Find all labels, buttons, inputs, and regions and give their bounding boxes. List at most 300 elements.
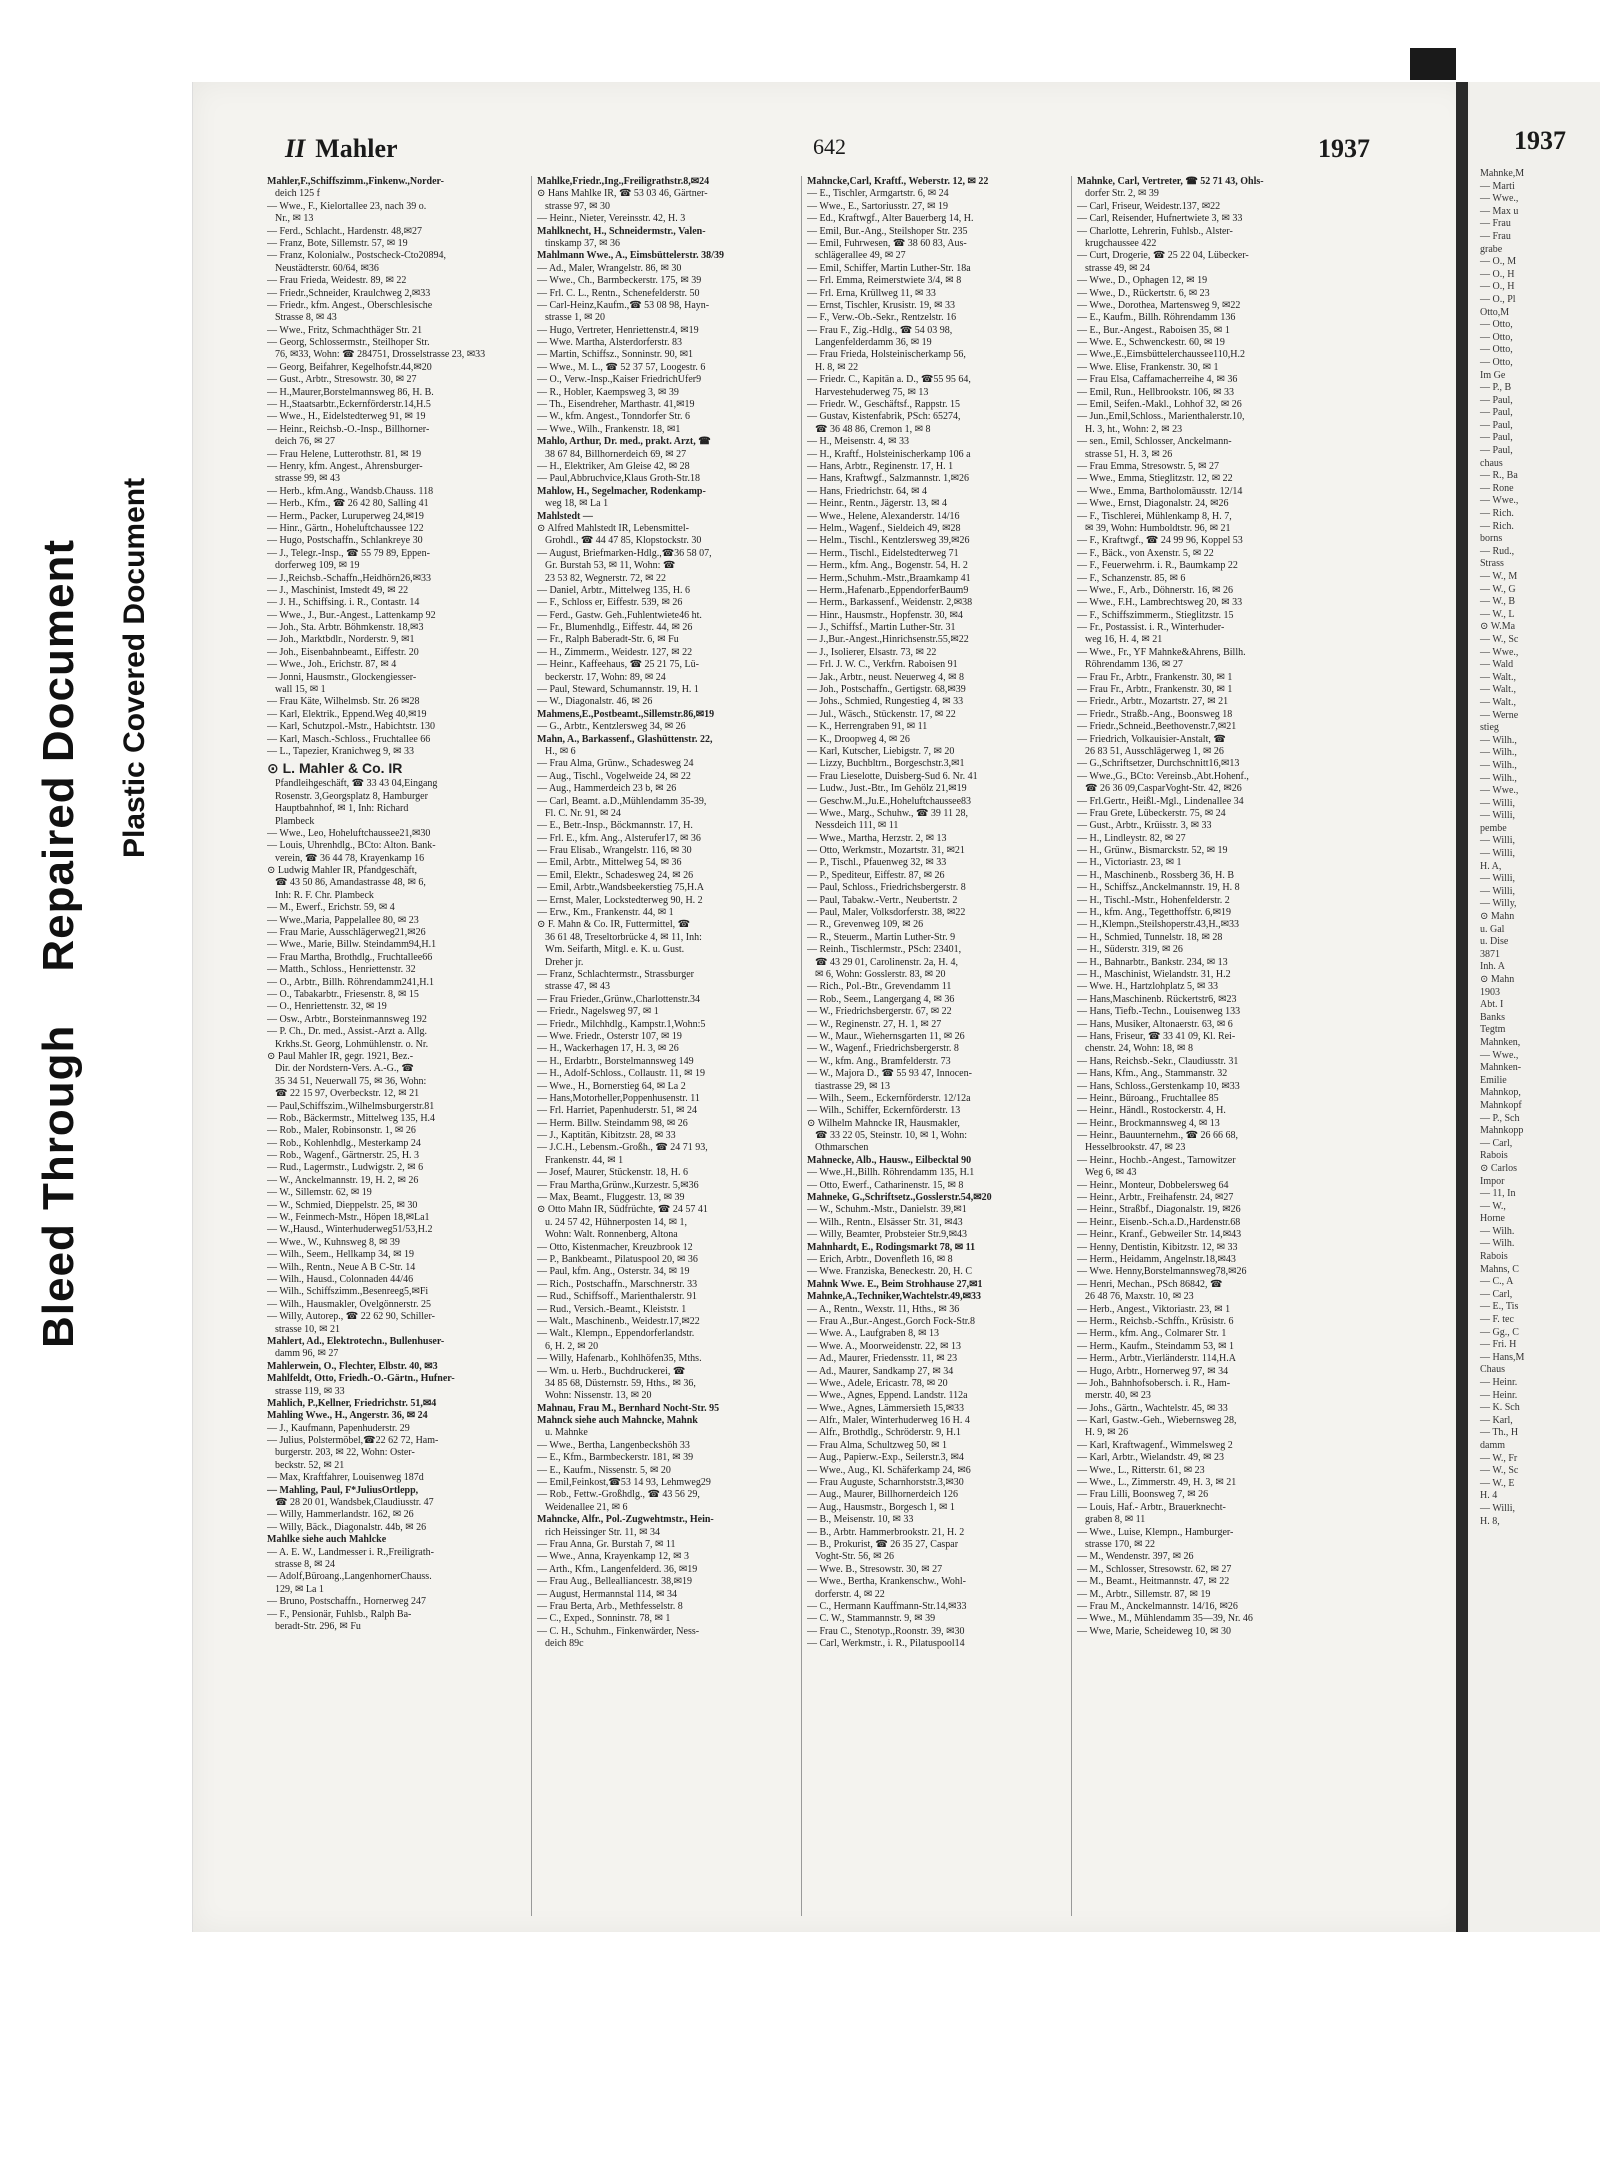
directory-entry-line: — P., Spediteur, Eiffestr. 87, ✉ 26 <box>807 869 945 881</box>
directory-entry-line: — Wwe., Ernst, Diagonalstr. 24, ✉26 <box>1077 498 1229 510</box>
adjacent-page-line: u. Dise <box>1480 936 1509 948</box>
directory-entry-line: — Louis, Haf.- Arbtr., Brauerknecht- <box>1077 1501 1226 1513</box>
directory-entry-line: — Wilh., Schiffszimm.,Besenreeg5,✉Fi <box>267 1286 429 1298</box>
directory-entry-line: u. 24 57 42, Hühnerposten 14, ✉ 1, <box>545 1216 687 1228</box>
directory-entry-line: — W., Diagonalstr. 46, ✉ 26 <box>537 696 653 708</box>
directory-entry-line: ☎ 43 50 86, Amandastrasse 48, ✉ 6, <box>275 877 426 889</box>
directory-entry-line: — Heinr., Kranf., Gebweiler Str. 14,✉43 <box>1077 1229 1242 1241</box>
directory-entry-line: — Heinr., Kaffeehaus, ☎ 25 21 75, Lü- <box>537 659 699 671</box>
directory-entry-line: — Frau Frieder.,Grünw.,Charlottenstr.34 <box>537 993 700 1005</box>
directory-entry-line: — B., Prokurist, ☎ 26 35 27, Caspar <box>807 1538 959 1550</box>
directory-entry-line: — J.,Bur.-Angest.,Hinrichsenstr.55,✉22 <box>807 634 969 646</box>
directory-entry-line: — Wwe., Agnes, Eppend. Landstr. 112a <box>807 1390 968 1402</box>
directory-entry-line: 38 67 84, Billhornerdeich 69, ✉ 27 <box>545 448 687 460</box>
adjacent-page-line: — Paul, <box>1480 432 1513 444</box>
column-2 <box>537 176 795 1916</box>
directory-entry-line: — C. H., Schuhm., Finkenwärder, Ness- <box>537 1625 700 1637</box>
directory-entry-line: — W., kfm. Angest., Tonndorfer Str. 6 <box>537 411 691 423</box>
directory-entry-line: — W., Schmied, Dieppelstr. 25, ✉ 30 <box>267 1199 418 1211</box>
directory-entry-line: — Herm., Tischl., Eidelstedterweg 71 <box>807 547 959 559</box>
directory-entry-line: ⊙ Alfred Mahlstedt IR, Lebensmittel- <box>537 522 689 534</box>
adjacent-page-text <box>1480 168 1600 1528</box>
adjacent-page-line: — F. tec <box>1480 1314 1514 1326</box>
directory-entry-line: — Ferd., Gastw. Geh.,Fuhlentwiete46 ht. <box>537 609 702 621</box>
scan-bottom-margin <box>0 1988 1600 2177</box>
directory-entry-line: — Otto, Werkmstr., Mozartstr. 31, ✉21 <box>807 845 965 857</box>
directory-entry-line: — Wwe., W., Kuhnsweg 8, ✉ 39 <box>267 1236 400 1248</box>
directory-entry-line: — Wwe. Franziska, Beneckestr. 20, H. C <box>807 1266 973 1278</box>
adjacent-page-line: — Heinr. <box>1480 1389 1518 1401</box>
directory-entry-line: — Gust., Arbtr., Stresowstr. 30, ✉ 27 <box>267 374 417 386</box>
directory-entry-line: — A. E. W., Landmesser i. R.,Freiligrath- <box>267 1546 434 1558</box>
adjacent-page-line: pembe <box>1480 822 1507 834</box>
directory-entry-line: — M., Beamt., Heitmannstr. 47, ✉ 22 <box>1077 1576 1230 1588</box>
adjacent-page-line: — Werne <box>1480 709 1519 721</box>
directory-entry-line: Mahnau, Frau M., Bernhard Nocht-Str. 95 <box>537 1402 720 1414</box>
directory-entry-line: — Otto, Ewerf., Catharinenstr. 15, ✉ 8 <box>807 1179 964 1191</box>
adjacent-page-line: — C., A <box>1480 1276 1514 1288</box>
adjacent-page-line: — Marti <box>1480 180 1515 192</box>
adjacent-page-line: Inh. A <box>1480 961 1505 973</box>
adjacent-page-line: — Wald <box>1480 659 1514 671</box>
directory-entry-line: — Joh., Bahnhofsobersch. i. R., Ham- <box>1077 1377 1231 1389</box>
adjacent-page-line: — W., Fr <box>1480 1452 1518 1464</box>
directory-entry-line: — Frau Helene, Lutterothstr. 81, ✉ 19 <box>267 448 422 460</box>
directory-entry-line: Hauptbahnhof, ✉ 1, Inh: Richard <box>275 803 409 815</box>
directory-entry-line: — Frau Grete, Lübeckerstr. 75, ✉ 24 <box>1077 807 1226 819</box>
directory-entry-line: Wohn: Walt. Ronnenberg, Altona <box>545 1229 678 1241</box>
directory-entry-line: — Herm.,Schuhm.-Mstr.,Braamkamp 41 <box>807 572 971 584</box>
directory-entry-line: Mahlich, P.,Kellner, Friedrichstr. 51,✉4 <box>267 1397 437 1409</box>
directory-entry-line: — Karl, Arbtr., Wielandstr. 49, ✉ 23 <box>1077 1452 1224 1464</box>
directory-entry-line: — Frau Auguste, Scharnhorststr.3,✉30 <box>807 1477 964 1489</box>
adjacent-page-line: — Rone <box>1480 482 1514 494</box>
directory-entry-line: — August, Hermannstal 114, ✉ 34 <box>537 1588 677 1600</box>
directory-entry-line: — Heinr., Eisenb.-Sch.a.D.,Hardenstr.68 <box>1077 1216 1241 1228</box>
directory-entry-line: — Rob., Kohlenhdlg., Mesterkamp 24 <box>267 1137 421 1149</box>
directory-entry-line: — Frau Fr., Arbtr., Frankenstr. 30, ✉ 1 <box>1077 684 1233 696</box>
directory-entry-line: ☎ 28 20 01, Wandsbek,Claudiusstr. 47 <box>275 1497 434 1509</box>
directory-entry-line: — Wilh., Seem., Hellkamp 34, ✉ 19 <box>267 1249 414 1261</box>
directory-entry-line: — Walt., Klempn., Eppendorferlandstr. <box>537 1328 695 1340</box>
directory-entry-line: — O., Tabakarbtr., Friesenstr. 8, ✉ 15 <box>267 989 419 1000</box>
directory-entry-line: — M., Wendenstr. 397, ✉ 26 <box>1077 1551 1194 1563</box>
directory-entry-line: — Henri, Mechan., PSch 86842, ☎ <box>1077 1278 1223 1290</box>
directory-entry-line: ✉ 39, Wohn: Humboldtstr. 96, ✉ 21 <box>1085 522 1231 534</box>
directory-entry-line: — W., kfm. Ang., Bramfelderstr. 73 <box>807 1055 951 1067</box>
adjacent-page-line: stieg <box>1480 722 1499 734</box>
directory-entry-line: — Joh., Sta. Arbtr. Böhmkenstr. 18,✉3 <box>267 622 424 634</box>
directory-entry-line: — Heinr., Reichsb.-O.-Insp., Billhorner- <box>267 423 430 435</box>
directory-entry-line: — F., Tischlerei, Mühlenkamp 8, H. 7, <box>1077 510 1232 522</box>
directory-entry-line: — Wwe., Wilh., Frankenstr. 18, ✉1 <box>537 423 681 435</box>
adjacent-page-line: — Paul, <box>1480 394 1513 406</box>
directory-entry-line: — Helm., Wagenf., Sieldeich 49, ✉28 <box>807 522 961 534</box>
directory-entry-line: — J., Schiffsf., Martin Luther-Str. 31 <box>807 622 956 634</box>
adjacent-page-line: — Willi, <box>1480 1502 1515 1514</box>
directory-entry-line: — E., Kaufm., Nissenstr. 5, ✉ 20 <box>537 1464 671 1476</box>
adjacent-page-line: — Wilh., <box>1480 734 1517 746</box>
directory-entry-line: — Wwe., Emma, Bartholomäusstr. 12/14 <box>1077 485 1243 497</box>
directory-entry-line: — Geschw.M.,Ju.E.,Hoheluftchaussee83 <box>807 795 972 807</box>
directory-entry-line: Mahnk Wwe. E., Beim Strohhause 27,✉1 <box>807 1278 983 1290</box>
adjacent-page-line: Horne <box>1480 1213 1505 1225</box>
directory-entry-line: — Willy, Hafenarb., Kohlhöfen35, Mths. <box>537 1353 702 1365</box>
directory-entry-line: — Hans, Friseur, ☎ 33 41 09, Kl. Rei- <box>1077 1030 1236 1042</box>
directory-entry-line: — sen., Emil, Schlosser, Anckelmann- <box>1077 436 1232 448</box>
directory-entry-line: — Frl. Emma, Reimerstwiete 3/4, ✉ 8 <box>807 275 962 287</box>
directory-entry-line: — Max, Kraftfahrer, Louisenweg 187d <box>267 1472 424 1484</box>
adjacent-page-line: — Wwe., <box>1480 495 1519 507</box>
adjacent-page-line: — O., H <box>1480 281 1515 293</box>
directory-entry-line: — Frau Fr., Arbtr., Frankenstr. 30, ✉ 1 <box>1077 671 1233 683</box>
binding-tab <box>1410 48 1456 80</box>
directory-entry-line: — Wwe., D., Rückertstr. 6, ✉ 23 <box>1077 287 1210 299</box>
adjacent-page-line: Banks <box>1480 1011 1505 1023</box>
directory-entry-line: — B., Meisenstr. 10, ✉ 33 <box>807 1514 914 1526</box>
directory-entry-line: — Hans,Motorheller,Poppenhusenstr. 11 <box>537 1092 700 1104</box>
directory-entry-line: — Wwe., Helene, Alexanderstr. 14/16 <box>807 510 960 522</box>
directory-entry-line: Mahlert, Ad., Elektrotechn., Bullenhuser- <box>267 1335 445 1347</box>
directory-entry-line: — Heinr., Bauunternehm., ☎ 26 66 68, <box>1077 1130 1239 1142</box>
adjacent-page-line: — Wilh., <box>1480 759 1517 771</box>
adjacent-page-line: Mahnken- <box>1480 1062 1522 1074</box>
directory-entry-line: Mahler,F.,Schiffszimm.,Finkenw.,Norder- <box>267 176 444 187</box>
adjacent-page-line: Mahnkop, <box>1480 1087 1521 1099</box>
adjacent-page-line: — Otto, <box>1480 319 1513 331</box>
adjacent-page-line: Rabois <box>1480 1150 1508 1162</box>
adjacent-page-line: — P., Sch <box>1480 1112 1520 1124</box>
directory-entry-line: — Wwe., L., Ritterstr. 61, ✉ 23 <box>1077 1464 1205 1476</box>
directory-entry-line: — Frau Alma, Grünw., Schadesweg 24 <box>537 758 694 770</box>
adjacent-page-line: — W., L <box>1480 608 1515 620</box>
adjacent-page-line: — Willi, <box>1480 848 1515 860</box>
directory-entry-line: deich 125 f <box>275 188 320 200</box>
directory-entry-line: — Frau Lilli, Boonsweg 7, ✉ 26 <box>1077 1489 1209 1501</box>
directory-entry-line: — Wwe. H., Hartzlohplatz 5, ✉ 33 <box>1077 981 1218 993</box>
directory-entry-line: — Gust., Arbtr., Krüisstr. 3, ✉ 33 <box>1077 820 1212 832</box>
directory-entry-line: Mahling Wwe., H., Angerstr. 36, ✉ 24 <box>267 1410 428 1422</box>
directory-entry-line: — W., Wagenf., Friedrichsbergerstr. 8 <box>807 1043 959 1055</box>
directory-entry-line: — Osw., Arbtr., Borsteinmannsweg 192 <box>267 1013 427 1025</box>
directory-entry-line: — Wwe. Henny,Borstelmannsweg78,✉26 <box>1077 1266 1247 1278</box>
directory-entry-line: — Karl, Kutscher, Liebigstr. 7, ✉ 20 <box>807 745 955 757</box>
directory-entry-line: — Frau Lieselotte, Duisberg-Sud 6. Nr. 41 <box>807 770 978 782</box>
directory-entry-line: 76, ✉33, Wohn: ☎ 284751, Drosselstrasse 23, ✉33 <box>275 349 486 361</box>
directory-entry-line: ⊙ Ludwig Mahler IR, Pfandgeschäft, <box>267 865 418 877</box>
directory-entry-line: — Herm., Reichsb.-Schffn., Krüsistr. 6 <box>1077 1315 1234 1327</box>
directory-entry-line: Pfandleihgeschäft, ☎ 33 43 04,Eingang <box>275 778 438 790</box>
directory-entry-line: — Willy, Hammerlandstr. 162, ✉ 26 <box>267 1509 414 1521</box>
directory-entry-line: — Wwe., L., Zimmerstr. 49, H. 3, ✉ 21 <box>1077 1477 1237 1489</box>
directory-entry-line: — Willy, Beamter, Probsteier Str.9,✉43 <box>807 1229 968 1241</box>
directory-entry-line: — Wwe, Marie, Scheideweg 10, ✉ 30 <box>1077 1625 1231 1637</box>
adjacent-page-line: — Carl, <box>1480 1137 1513 1149</box>
adjacent-page-line: — W., B <box>1480 596 1516 608</box>
directory-entry-line: — Charlotte, Lehrerin, Fuhlsb., Alster- <box>1077 225 1233 237</box>
directory-entry-line: — Wilh., Rentn., Elsässer Str. 31, ✉43 <box>807 1216 963 1228</box>
directory-entry-line: — Carl, Friseur, Weidestr.137, ✉22 <box>1077 200 1221 212</box>
directory-entry-line: ⊙ Hans Mahlke IR, ☎ 53 03 46, Gärtner- <box>537 188 708 200</box>
directory-entry-line: Mahncke,Carl, Kraftf., Weberstr. 12, ✉ 22 <box>807 176 989 187</box>
directory-entry-line: — Alfr., Brothdlg., Schröderstr. 9, H.1 <box>807 1427 961 1439</box>
adjacent-page-line: — Paul, <box>1480 419 1513 431</box>
adjacent-page-line: — P., B <box>1480 382 1512 394</box>
directory-entry-line: Gr. Burstah 53, ✉ 11, Wohn: ☎ <box>545 560 676 572</box>
directory-entry-line: — H., Wackerhagen 17, H. 3, ✉ 26 <box>537 1043 679 1055</box>
directory-entry-line: Mahnke,A.,Techniker,Wachtelstr.49,✉33 <box>807 1291 981 1303</box>
directory-entry-line: — Friedr., Straßb.-Ang., Boonsweg 18 <box>1077 708 1233 720</box>
directory-entry-line: Mahnecke, Alb., Hausw., Eilbecktal 90 <box>807 1154 972 1166</box>
directory-entry-line: — Rob., Seem., Langergang 4, ✉ 36 <box>807 993 955 1005</box>
directory-entry-line: — Aug., Hausmstr., Borgesch 1, ✉ 1 <box>807 1501 955 1513</box>
directory-entry-line: — Arth., Kfm., Langenfelderd. 36, ✉19 <box>537 1563 698 1575</box>
adjacent-page-line: H. 4 <box>1480 1490 1498 1502</box>
adjacent-page-line: Mahnken, <box>1480 1036 1521 1048</box>
adjacent-page-line: — Wilh., <box>1480 772 1517 784</box>
directory-entry-line: burgerstr. 203, ✉ 22, Wohn: Oster- <box>275 1447 415 1459</box>
adjacent-page-line: — O., Pl <box>1480 293 1516 305</box>
directory-entry-line: — Martin, Schiffsz., Sonninstr. 90, ✉1 <box>537 349 693 361</box>
adjacent-page-line: — Wilh. <box>1480 1225 1515 1237</box>
directory-entry-line: — Aug., Tischl., Vogelweide 24, ✉ 22 <box>537 770 691 782</box>
directory-entry-line: Mahn, A., Barkassenf., Glashüttenstr. 22, <box>537 733 713 745</box>
directory-entry-line: strasse 51, H. 3, ✉ 26 <box>1085 448 1173 460</box>
directory-entry-line: Harvestehuderweg 75, ✉ 13 <box>815 386 929 398</box>
directory-entry-line: — Fr., Blumenhdlg., Eiffestr. 44, ✉ 26 <box>537 622 693 634</box>
adjacent-page-line: Tegtm <box>1480 1024 1506 1036</box>
directory-entry-line: — Herm., Packer, Luruperweg 24,✉19 <box>267 510 424 522</box>
directory-entry-line: — Aug., Papierw.-Exp., Seilerstr.3, ✉4 <box>807 1452 964 1464</box>
directory-entry-line: — Hugo, Arbtr., Hornerweg 97, ✉ 34 <box>1077 1365 1229 1377</box>
directory-entry-line: damm 96, ✉ 27 <box>275 1348 339 1360</box>
adjacent-page-line: — Paul, <box>1480 407 1513 419</box>
directory-entry-line: — Franz, Schlachtermstr., Strassburger <box>537 969 695 980</box>
directory-entry-line: — Wwe., Martha, Herzstr. 2, ✉ 13 <box>807 832 947 844</box>
directory-entry-line: strasse 170, ✉ 22 <box>1085 1538 1156 1550</box>
adjacent-page-line: — 11, In <box>1480 1188 1516 1200</box>
adjacent-page-line: 3871 <box>1480 948 1500 960</box>
directory-entry-line: — Ad., Maurer, Friedensstr. 11, ✉ 23 <box>807 1353 958 1365</box>
adjacent-page-line: — Fri. H <box>1480 1339 1517 1351</box>
directory-entry-line: — Lizzy, Buchbltrn., Borgeschstr.3,✉1 <box>807 758 965 770</box>
directory-entry-line: — J., Telegr.-Insp., ☎ 55 79 89, Eppen- <box>267 547 430 559</box>
directory-entry-line: Mahlmann Wwe., A., Eimsbüttelerstr. 38/39 <box>537 250 724 262</box>
adjacent-page-line: Chaus <box>1480 1364 1505 1376</box>
directory-entry-line: — Fr., Ralph Baberadt-Str. 6, ✉ Fu <box>537 634 679 646</box>
directory-entry-line: — Friedr., kfm. Angest., Oberschlesische <box>267 299 433 311</box>
directory-entry-line: — Herm., Barkassenf., Weidenstr. 2,✉38 <box>807 597 973 609</box>
directory-entry-line: — Paul, Tabakw.-Vertr., Neubertstr. 2 <box>807 894 958 906</box>
directory-entry-line: — Th., Eisendreher, Marthastr. 41,✉19 <box>537 399 695 411</box>
adjacent-page-line: — Otto, <box>1480 344 1513 356</box>
adjacent-page-line: — Wwe., <box>1480 193 1519 205</box>
directory-entry-line: Nessdeich 111, ✉ 11 <box>815 820 899 832</box>
directory-entry-line: — Frl. E., kfm. Ang., Alsterufer17, ✉ 36 <box>537 832 701 844</box>
directory-entry-line: — W., Reginenstr. 27, H. 1, ✉ 27 <box>807 1018 942 1030</box>
directory-entry-line: — Max, Beamt., Fluggestr. 13, ✉ 39 <box>537 1192 685 1204</box>
directory-entry-line: — H.,Staatsarbtr.,Eckernförderstr.14,H.5 <box>267 399 431 411</box>
directory-entry-line: — H., Erdarbtr., Borstelmannsweg 149 <box>537 1055 694 1067</box>
directory-entry-line: — W., Friedrichsbergerstr. 67, ✉ 22 <box>807 1006 952 1018</box>
directory-entry-line: Mahmens,E.,Postbeamt.,Sillemstr.86,✉19 <box>537 708 715 720</box>
adjacent-page-line: — Karl, <box>1480 1414 1513 1426</box>
directory-entry-line: — Herb., Kfm., ☎ 26 42 80, Salling 41 <box>267 498 429 510</box>
book-gutter <box>1456 82 1468 1932</box>
directory-entry-line: strasse 1, ✉ 20 <box>545 312 606 324</box>
directory-entry-line: — Hans, Tiefb.-Techn., Louisenweg 133 <box>1077 1006 1241 1018</box>
directory-entry-line: — M., Ewerf., Erichstr. 59, ✉ 4 <box>267 902 395 914</box>
adjacent-page-line: — Otto, <box>1480 356 1513 368</box>
directory-entry-line: — Hans, Kraftwgf., Salzmannstr. 1,✉26 <box>807 473 969 485</box>
directory-entry-line: — Frau Marie, Ausschlägerweg21,✉26 <box>267 927 426 939</box>
adjacent-page-line: — Carl, <box>1480 1288 1513 1300</box>
directory-entry-line: — B., Arbtr. Hammerbrookstr. 21, H. 2 <box>807 1526 965 1538</box>
directory-entry-line: — Hinr., Hausmstr., Hopfenstr. 30, ✉4 <box>807 609 963 621</box>
directory-entry-line: — H., Grünw., Bismarckstr. 52, ✉ 19 <box>1077 845 1228 857</box>
adjacent-page-line: — Willy, <box>1480 898 1517 910</box>
directory-entry-line: — Wwe., Anna, Krayenkamp 12, ✉ 3 <box>537 1551 690 1563</box>
directory-entry-line: — Henry, kfm. Angest., Ahrensburger- <box>267 460 423 472</box>
directory-entry-line: — Wwe., F.H., Lambrechtsweg 20, ✉ 33 <box>1077 597 1243 609</box>
directory-entry-line: — M., Arbtr., Sillemstr. 87, ✉ 19 <box>1077 1588 1211 1600</box>
column-rule <box>801 176 802 1916</box>
directory-entry-line: 26 48 76, Maxstr. 10, ✉ 23 <box>1085 1291 1194 1303</box>
directory-entry-line: — Heinr., Händl., Rostockerstr. 4, H. <box>1077 1105 1226 1117</box>
directory-entry-line: — Friedr., Arbtr., Mozartstr. 27, ✉ 21 <box>1077 696 1229 708</box>
directory-entry-line: — L., Tapezier, Kranichweg 9, ✉ 33 <box>267 745 415 757</box>
directory-entry-line: dorfer Str. 2, ✉ 39 <box>1085 188 1159 200</box>
directory-entry-line: — Paul, Schloss., Friedrichsbergerstr. 8 <box>807 882 966 894</box>
directory-entry-line: — Karl, Kraftwagenf., Wimmelsweg 2 <box>1077 1439 1233 1451</box>
directory-entry-line: — R., Steuerm., Martin Luther-Str. 9 <box>807 931 956 943</box>
directory-entry-line: — Wm. u. Herb., Buchdruckerei, ☎ <box>537 1365 686 1377</box>
directory-entry-line: — E., Tischler, Armgartstr. 6, ✉ 24 <box>807 188 949 200</box>
directory-entry-line: — Friedr., Nagelsweg 97, ✉ 1 <box>537 1006 659 1018</box>
directory-entry-line: — Wwe., Bertha, Langenbeckshöh 33 <box>537 1439 690 1451</box>
directory-entry-line: — Emil, Bur.-Ang., Steilshoper Str. 235 <box>807 225 968 237</box>
adjacent-page-line: — O., H <box>1480 268 1515 280</box>
directory-entry-line: — H., Elektriker, Am Gleise 42, ✉ 28 <box>537 460 690 472</box>
directory-entry-line: — Heinr., Monteur, Dobbelersweg 64 <box>1077 1179 1229 1191</box>
directory-entry-line: — Georg, Schlossermstr., Steilhoper Str. <box>267 337 430 349</box>
page-header-left <box>285 134 398 164</box>
directory-entry-line: — Johs., Gärtn., Wachtelstr. 45, ✉ 33 <box>1077 1402 1228 1414</box>
directory-entry-line: — J., Kaptitän, Kibitzstr. 28, ✉ 33 <box>537 1130 676 1142</box>
directory-entry-line: Grohdl., ☎ 44 47 85, Klopstockstr. 30 <box>545 535 702 547</box>
directory-entry-line: — Wwe., Aug., Kl. Schäferkamp 24, ✉6 <box>807 1464 971 1476</box>
adjacent-page-line: — Rich. <box>1480 508 1514 520</box>
directory-entry-line: — Wilh., Seem., Eckernförderstr. 12/12a <box>807 1092 971 1104</box>
directory-entry-line: — F., Schiffszimmerm., Stieglitzstr. 15 <box>1077 609 1234 621</box>
directory-entry-line: — Henny, Dentistin, Kibitzstr. 12, ✉ 33 <box>1077 1241 1238 1253</box>
directory-entry-line: — H., Maschinist, Wielandstr. 31, H.2 <box>1077 969 1231 980</box>
directory-entry-line: — Frl.Gertr., Heißl.-Mgl., Lindenallee 34 <box>1077 795 1244 807</box>
directory-entry-line: Mahnhardt, E., Rodingsmarkt 78, ✉ 11 <box>807 1241 976 1253</box>
directory-entry-line: — M., Schlosser, Stresowstr. 62, ✉ 27 <box>1077 1563 1232 1575</box>
directory-entry-line: — C., Exped., Sonninstr. 78, ✉ 1 <box>537 1613 671 1625</box>
directory-entry-line: — E., Kaufm., Billh. Röhrendamm 136 <box>1077 312 1236 324</box>
directory-entry-line: Rosenstr. 3,Georgsplatz 8, Hamburger <box>275 790 428 802</box>
directory-entry-line: — Friedr. C., Kapitän a. D., ☎55 95 64, <box>807 374 971 386</box>
directory-entry-line: — Karl, Gastw.-Geh., Wiebernsweg 28, <box>1077 1415 1237 1427</box>
directory-entry-line: Frankenstr. 44, ✉ 1 <box>545 1154 624 1166</box>
directory-entry-line: — Ferd., Schlacht., Hardenstr. 48,✉27 <box>267 225 423 237</box>
directory-entry-line: — Frau Martha,Grünw.,Kurzestr. 5,✉36 <box>537 1179 699 1191</box>
directory-entry-line: — W., Schuhm.-Mstr., Danielstr. 39,✉1 <box>807 1204 967 1216</box>
directory-entry-line: — Jak., Arbtr., neust. Neuerweg 4, ✉ 8 <box>807 671 964 683</box>
directory-entry-line: — Fr., Postassist. i. R., Winterhuder- <box>1077 622 1225 634</box>
directory-entry-line: — Hans, Musiker, Altonaerstr. 63, ✉ 6 <box>1077 1018 1233 1030</box>
directory-entry-line: — F., Schanzenstr. 85, ✉ 6 <box>1077 572 1186 584</box>
adjacent-page-line: — Heinr. <box>1480 1377 1518 1388</box>
directory-entry-line: H. 3, ht., Wohn: 2, ✉ 23 <box>1085 423 1183 435</box>
directory-entry-line: strasse 8, ✉ 24 <box>275 1558 336 1570</box>
directory-entry-line: Mahlerwein, O., Flechter, Elbstr. 40, ✉3 <box>267 1360 438 1372</box>
directory-entry-line: — Paul, Maler, Volksdorferstr. 38, ✉22 <box>807 907 966 919</box>
directory-entry-line: — Gustav, Kistenfabrik, PSch: 65274, <box>807 411 961 423</box>
column-3 <box>807 176 1065 1916</box>
directory-entry-line: Mahlo, Arthur, Dr. med., prakt. Arzt, ☎ <box>537 436 711 448</box>
directory-entry-line: u. Mahnke <box>545 1427 588 1439</box>
directory-entry-line: — Walt., Maschinenb., Weidestr.17,✉22 <box>537 1315 700 1327</box>
directory-entry-line: weg 18, ✉ La 1 <box>545 498 609 510</box>
directory-entry-line: — Joh., Eisenbahnbeamt., Eiffestr. 20 <box>267 646 419 658</box>
directory-entry-line: Wm. Seifarth, Mitgl. e. K. u. Gust. <box>545 944 685 956</box>
directory-entry-line: — H., Meisenstr. 4, ✉ 33 <box>807 436 909 448</box>
adjacent-page-line: — Willi, <box>1480 797 1515 809</box>
column-rule <box>531 176 532 1916</box>
directory-entry-line: — Hinr., Gärtn., Hoheluftchaussee 122 <box>267 522 424 534</box>
label-repaired: Repaired Document <box>34 539 83 972</box>
directory-entry-line: ⊙ L. Mahler & Co. IR <box>267 760 403 777</box>
directory-entry-line: — Georg, Beifahrer, Kegelhofstr.44,✉20 <box>267 361 432 373</box>
directory-entry-line: — H., Tischl.-Mstr., Hohenfelderstr. 2 <box>1077 894 1230 906</box>
directory-entry-line: strasse 119, ✉ 33 <box>275 1385 345 1397</box>
directory-entry-line: — Wwe., Emma, Stieglitzstr. 12, ✉ 22 <box>1077 473 1233 485</box>
directory-entry-line: — Rich., Pol.-Btr., Grevendamm 11 <box>807 981 952 993</box>
adjacent-page-line: Abt. I <box>1480 999 1504 1011</box>
directory-entry-line: — Wilh., Hausmakler, Övelgönnerstr. 25 <box>267 1298 431 1310</box>
directory-entry-line: — C. W., Stammannstr. 9, ✉ 39 <box>807 1613 936 1625</box>
directory-entry-line: Mahneke, G.,Schriftsetz.,Gosslerstr.54,✉20 <box>807 1192 992 1204</box>
directory-entry-line: — Joh., Postschaffn., Gertigstr. 68,✉39 <box>807 684 966 696</box>
directory-entry-line: dorferweg 109, ✉ 19 <box>275 560 360 572</box>
directory-entry-line: — Frau Alma, Schultzweg 50, ✉ 1 <box>807 1439 948 1451</box>
directory-entry-line: Dir. der Nordstern-Vers. A.-G., ☎ <box>275 1063 414 1075</box>
adjacent-page-line: 1903 <box>1480 986 1500 998</box>
adjacent-page-line: Mahns, C <box>1480 1263 1519 1275</box>
directory-entry-line: — Wwe., F., Arb., Döhnerstr. 16, ✉ 26 <box>1077 584 1233 596</box>
directory-entry-line: strasse 99, ✉ 43 <box>275 473 341 485</box>
directory-entry-line: — Ludw., Just.-Btr., Im Gehölz 21,✉19 <box>807 783 967 795</box>
directory-entry-line: — Paul, Steward, Schumannstr. 19, H. 1 <box>537 684 699 696</box>
adjacent-page-line: Im Ge <box>1480 369 1506 381</box>
directory-entry-line: beradt-Str. 296, ✉ Fu <box>275 1620 361 1632</box>
adjacent-page-line: Rabois <box>1480 1251 1508 1263</box>
adjacent-page-line: — Willi, <box>1480 810 1515 822</box>
directory-entry-line: — Friedr.,Schneid.,Beethovenstr.7,✉21 <box>1077 721 1237 733</box>
directory-entry-line: — Wwe., F., Kielortallee 23, nach 39 o. <box>267 200 427 212</box>
adjacent-page-line: — Th., H <box>1480 1427 1519 1439</box>
directory-entry-line: — Wwe. E., Schwenckestr. 60, ✉ 19 <box>1077 337 1225 349</box>
directory-entry-line: — Jonni, Hausmstr., Glockengiesser- <box>267 671 417 683</box>
directory-entry-line: 26 83 51, Ausschlägerweg 1, ✉ 26 <box>1085 745 1224 757</box>
directory-entry-line: — Adolf,Büroang.,LangenhornerChauss. <box>267 1571 432 1583</box>
directory-entry-line: — Emil, Elektr., Schadesweg 24, ✉ 26 <box>537 869 694 881</box>
directory-entry-line: — Wwe., Luise, Klempn., Hamburger- <box>1077 1526 1234 1538</box>
directory-entry-line: — Emil, Seifen.-Makl., Lohhof 32, ✉ 26 <box>1077 399 1242 411</box>
